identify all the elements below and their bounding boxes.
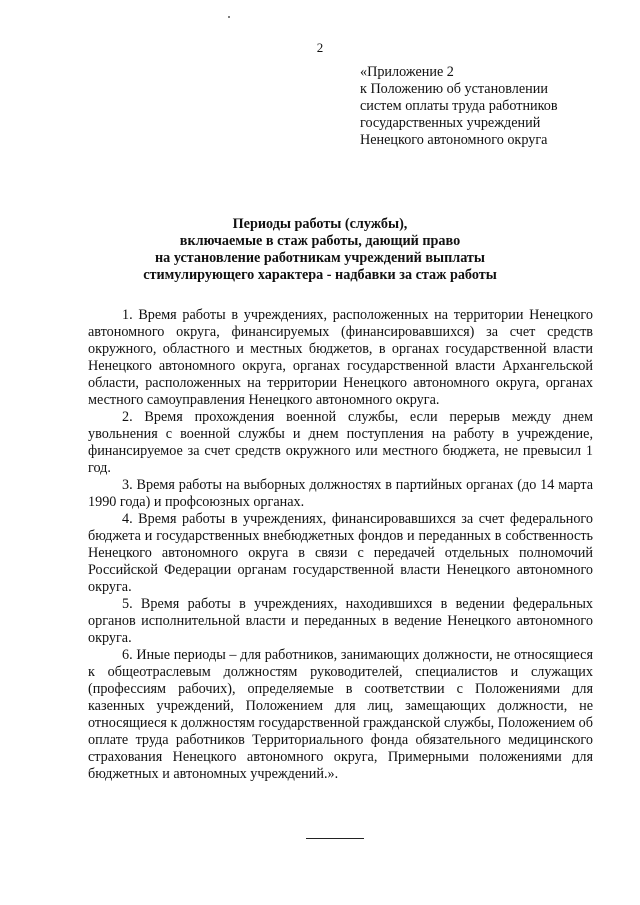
end-divider (306, 838, 364, 839)
appendix-line: систем оплаты труда работников (360, 98, 558, 114)
title-line: стимулирующего характера - надбавки за стаж работы (143, 267, 497, 283)
paragraph-3: 3. Время работы на выборных должностях в партийных органах (до 14 марта 1990 года) и профсоюзных органах. (88, 477, 593, 510)
appendix-header (360, 64, 620, 149)
appendix-line: государственных учреждений (360, 115, 541, 131)
title-line: Периоды работы (службы), (232, 216, 408, 232)
paragraph-1: 1. Время работы в учреждениях, расположенных на территории Ненецкого автономного округа, финансируемых (финансировавшихся) за счет средств окружного, областного и местных бюджетов, в органах государственной власти Ненецкого автономного округа, органах государственной власти Архангельской области, расположенных на территории Ненецкого автономного округа, органах местного самоуправления Ненецкого автономного округа. (88, 307, 593, 408)
document-title (60, 216, 580, 284)
paragraph-6: 6. Иные периоды – для работников, занимающих должности, не относящиеся к общеотраслевым должностям руководителей, специалистов и служащих (профессиям рабочих), определяемые в соответствии с Положениями для казенных учреждений, Положением для лиц, замещающих должности, не относящиеся к должностям государственной гражданской службы, Положением об оплате труда работников Территориального фонда обязательного медицинского страхования Ненецкого автономного округа, Примерными положениями для бюджетных и автономных учреждений.». (88, 647, 593, 782)
title-line: включаемые в стаж работы, дающий право (179, 233, 461, 249)
paragraph-5: 5. Время работы в учреждениях, находившихся в ведении федеральных органов исполнительной власти и переданных в ведение Ненецкого автономного округа. (88, 596, 593, 646)
appendix-line: «Приложение 2 (360, 64, 454, 80)
paragraph-4: 4. Время работы в учреждениях, финансировавшихся за счет федерального бюджета и государственных внебюджетных фондов и переданных в собственность Ненецкого автономного округа в связи с передачей отдельных полномочий Российской Федерации органам государственной власти Ненецкого автономного округа. (88, 511, 593, 595)
title-line: на установление работникам учреждений выплаты (155, 250, 485, 266)
appendix-line: Ненецкого автономного округа (360, 132, 548, 148)
scan-speck (228, 16, 230, 18)
document-body (88, 307, 593, 783)
appendix-line: к Положению об установлении (360, 81, 548, 97)
paragraph-2: 2. Время прохождения военной службы, если перерыв между днем увольнения с военной службы и днем поступления на работу в учреждение, финансируемое за счет средств окружного или местного бюджета, не превысил 1 год. (88, 409, 593, 476)
page-number: 2 (316, 40, 324, 55)
